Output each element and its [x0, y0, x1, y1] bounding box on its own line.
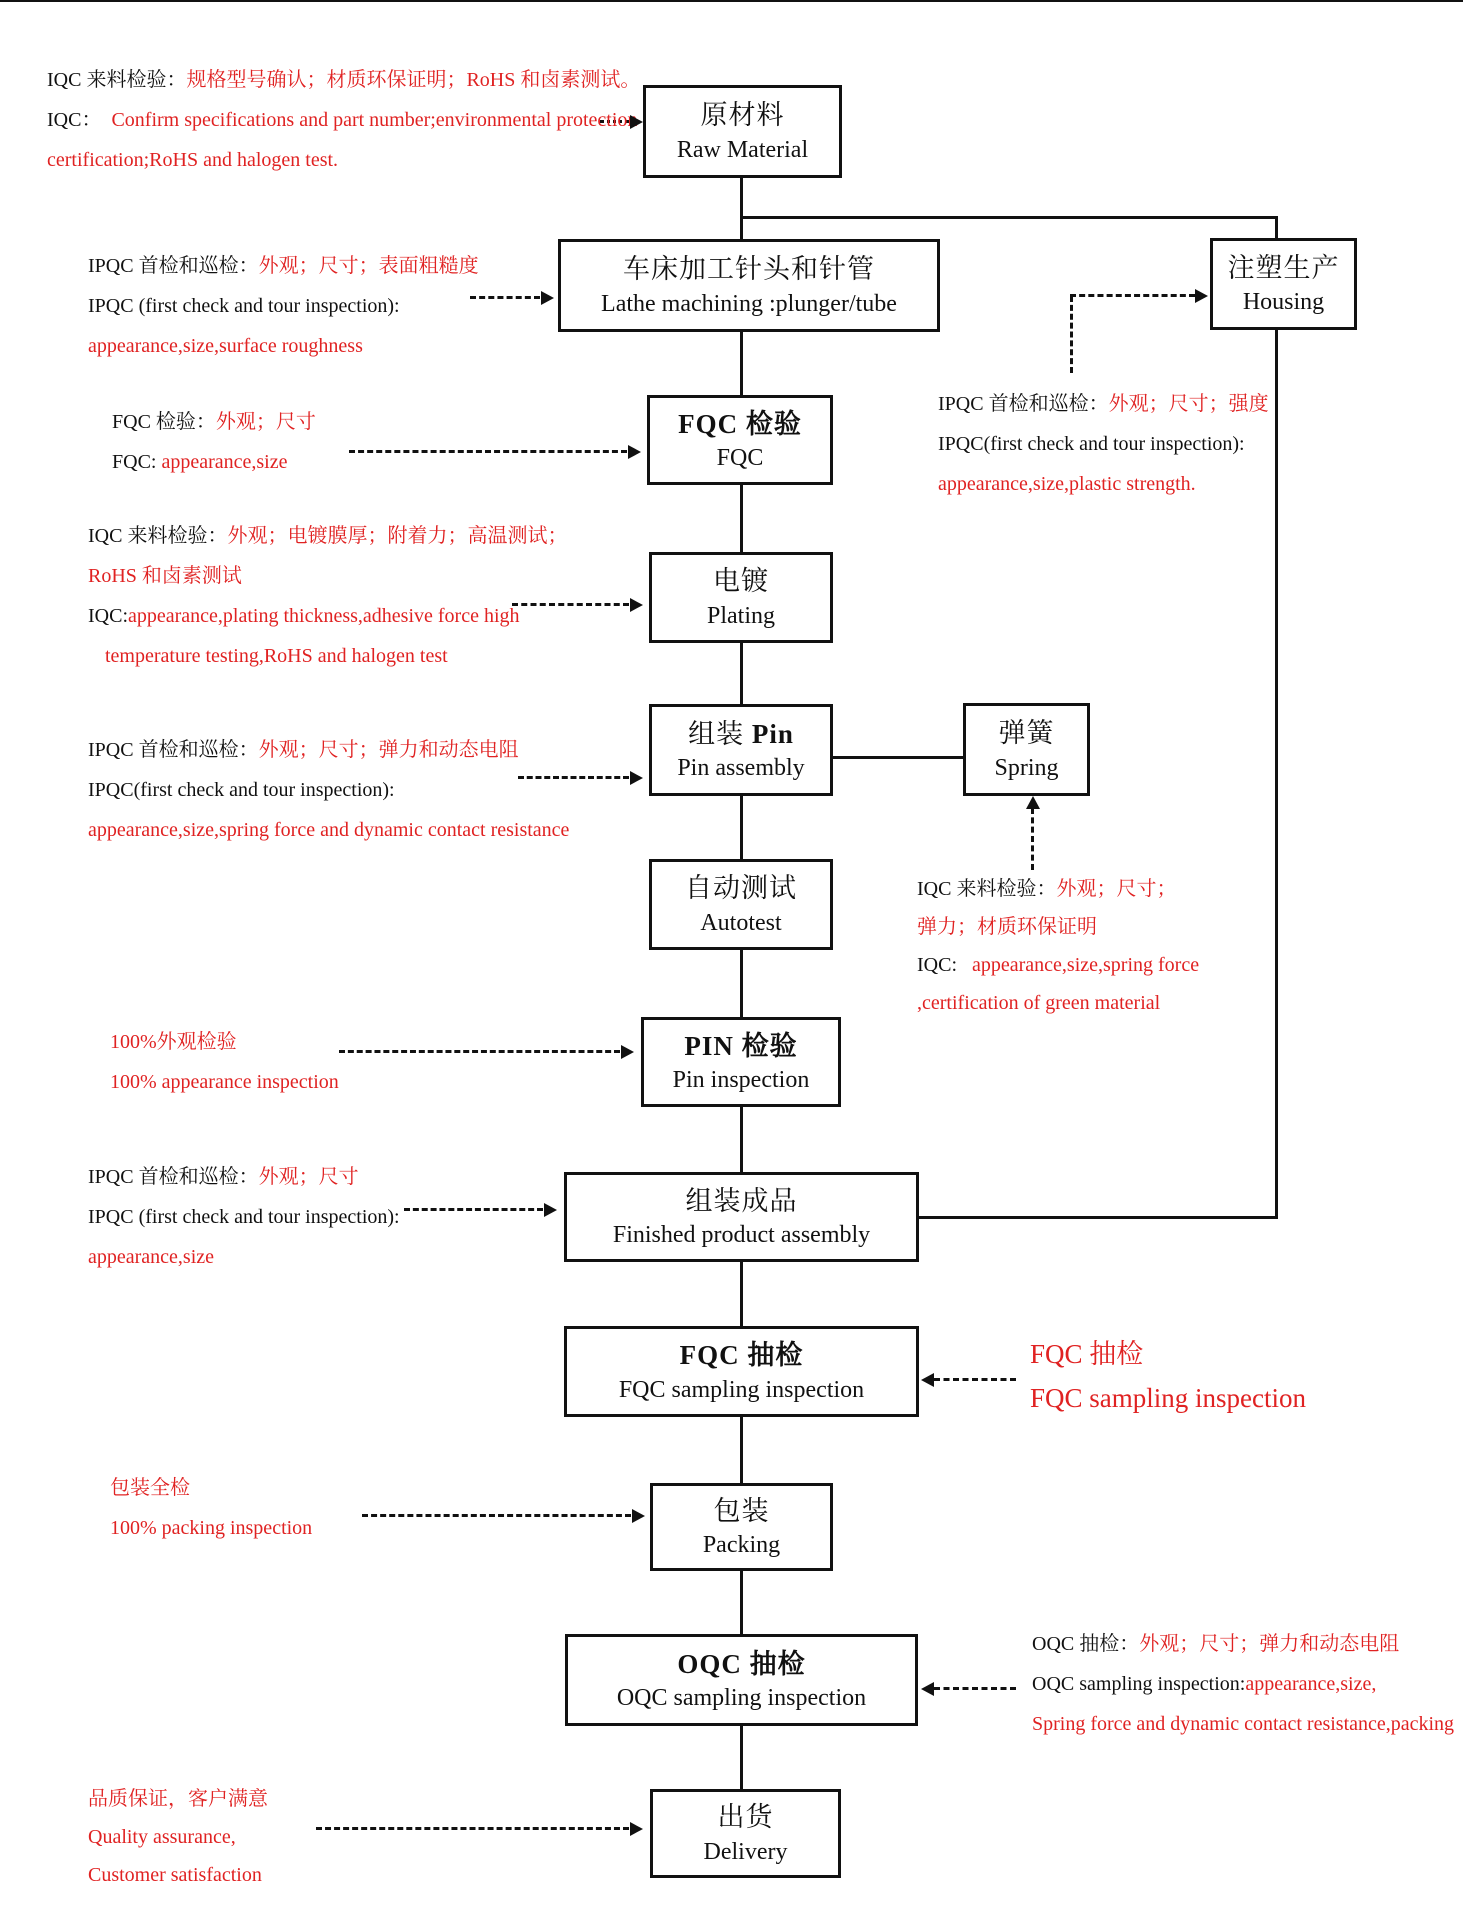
note-line: certification;RoHS and halogen test.: [47, 149, 339, 171]
note-line: OQC sampling inspection:appearance,size,: [1032, 1673, 1377, 1695]
note-line: IPQC(first check and tour inspection):: [88, 779, 395, 801]
arrow-delivery-head: [630, 1822, 643, 1836]
box-fqc-sampling-zh: FQC 抽检: [679, 1340, 804, 1371]
note-ipqc-lathe: [88, 246, 479, 366]
note-line: IPQC 首检和巡检：外观；尺寸: [88, 1166, 359, 1188]
box-raw-material: [643, 85, 842, 178]
arrow-housing-dash-v: [1070, 296, 1073, 373]
arrow-lathe-dash: [470, 296, 540, 299]
note-line: IQC 来料检验：外观；尺寸；: [917, 878, 1177, 900]
box-pin-assembly: [649, 704, 833, 796]
note-line: IPQC (first check and tour inspection):: [88, 295, 400, 317]
note-line: IQC 来料检验：外观；电镀膜厚；附着力；高温测试；: [88, 525, 568, 547]
connector-packing-oqc: [740, 1571, 743, 1634]
connector-housing-down: [1275, 328, 1278, 1219]
box-fqc-zh: FQC 检验: [678, 408, 802, 439]
box-fqc: [647, 395, 833, 485]
arrow-housing-dash-h: [1070, 294, 1195, 297]
note-line: OQC 抽检：外观；尺寸；弹力和动态电阻: [1032, 1633, 1400, 1655]
arrow-lathe-head: [541, 291, 554, 305]
arrow-raw-material-head: [630, 115, 643, 129]
arrow-fqc-sampling-dash: [934, 1378, 1016, 1381]
arrow-spring-dash-v: [1031, 808, 1034, 870]
arrow-oqc-head: [921, 1682, 934, 1696]
note-line: 包装全检: [110, 1477, 190, 1499]
arrow-pin-assembly-head: [630, 771, 643, 785]
box-packing-zh: 包装: [713, 1495, 770, 1526]
box-fqc-en: FQC: [716, 445, 764, 472]
connector-branch-housing-v: [1275, 216, 1278, 240]
box-pin-assembly-zh: 组装 Pin: [688, 718, 794, 749]
note-line: IPQC (first check and tour inspection):: [88, 1206, 400, 1228]
connector-plating-pin: [740, 643, 743, 704]
note-line: IQC： Confirm specifications and part number;environmental protection: [47, 109, 638, 131]
note-line: IQC: appearance,size,spring force: [917, 954, 1200, 976]
note-line: appearance,size: [88, 1246, 215, 1268]
box-housing-en: Housing: [1242, 289, 1325, 316]
arrow-finished-dash: [404, 1208, 543, 1211]
box-pin-inspection-zh: PIN 检验: [684, 1030, 798, 1061]
connector-spring-pin: [833, 756, 963, 759]
connector-pin-autotest: [740, 796, 743, 859]
box-lathe-zh: 车床加工针头和针管: [623, 254, 875, 285]
note-line: appearance,size,plastic strength.: [938, 473, 1196, 495]
box-delivery: [650, 1789, 841, 1878]
connector-pininsp-finished: [740, 1107, 743, 1172]
note-line: Customer satisfaction: [88, 1864, 262, 1886]
box-oqc-sampling: [565, 1634, 918, 1726]
arrow-pin-inspection-head: [621, 1045, 634, 1059]
box-spring-zh: 弹簧: [998, 718, 1055, 749]
box-pin-inspection-en: Pin inspection: [672, 1067, 810, 1094]
arrow-housing-head: [1195, 289, 1208, 303]
arrow-delivery-dash: [316, 1827, 629, 1830]
note-line: Spring force and dynamic contact resistance,packing: [1032, 1713, 1455, 1735]
note-fqc-sampling: [1030, 1332, 1306, 1420]
connector-raw-lathe: [740, 178, 743, 239]
box-lathe-en: Lathe machining :plunger/tube: [601, 290, 897, 317]
arrow-pin-inspection-dash: [339, 1050, 620, 1053]
note-line: IPQC 首检和巡检：外观；尺寸；表面粗糙度: [88, 255, 479, 277]
box-autotest-en: Autotest: [700, 909, 782, 936]
box-spring: [963, 703, 1090, 796]
box-plating: [649, 552, 833, 643]
note-oqc-sampling: [1032, 1624, 1454, 1744]
connector-fqcsamp-packing: [740, 1417, 743, 1483]
arrow-oqc-dash: [934, 1687, 1016, 1690]
note-iqc-plating: [88, 516, 567, 676]
box-delivery-zh: 出货: [717, 1802, 774, 1833]
note-line: IPQC(first check and tour inspection):: [938, 433, 1245, 455]
note-line: 100%外观检验: [110, 1031, 237, 1053]
note-line: appearance,size,spring force and dynamic contact resistance: [88, 819, 570, 841]
note-100-packing: [110, 1468, 312, 1548]
box-raw-material-en: Raw Material: [676, 136, 809, 163]
note-line: FQC 抽检: [1030, 1339, 1144, 1369]
arrow-fqc-sampling-head: [921, 1373, 934, 1387]
box-oqc-sampling-en: OQC sampling inspection: [616, 1685, 867, 1712]
note-line: appearance,size,surface roughness: [88, 335, 363, 357]
arrow-plating-head: [630, 598, 643, 612]
box-lathe: [558, 239, 940, 332]
note-iqc-raw-material: [47, 60, 640, 180]
connector-autotest-pininsp: [740, 950, 743, 1017]
box-pin-assembly-en: Pin assembly: [677, 755, 805, 782]
note-line: IQC 来料检验：规格型号确认；材质环保证明；RoHS 和卤素测试。: [47, 69, 641, 91]
connector-finished-fqcsamp: [740, 1262, 743, 1326]
arrow-packing-dash: [362, 1514, 631, 1517]
connector-lathe-fqc: [740, 332, 743, 395]
note-ipqc-finished: [88, 1157, 400, 1277]
box-housing-zh: 注塑生产: [1227, 252, 1340, 283]
box-oqc-sampling-zh: OQC 抽检: [677, 1648, 806, 1679]
box-finished-assembly: [564, 1172, 919, 1262]
arrow-fqc-dash: [349, 450, 627, 453]
box-plating-zh: 电镀: [713, 566, 769, 597]
box-finished-assembly-en: Finished product assembly: [612, 1222, 871, 1249]
box-delivery-en: Delivery: [703, 1838, 788, 1865]
note-line: IQC:appearance,plating thickness,adhesive force high: [88, 605, 520, 627]
box-spring-en: Spring: [994, 754, 1059, 781]
arrow-packing-head: [632, 1509, 645, 1523]
box-fqc-sampling: [564, 1326, 919, 1417]
note-line: FQC 检验：外观；尺寸: [112, 411, 316, 433]
note-line: ,certification of green material: [917, 992, 1161, 1014]
note-line: IPQC 首检和巡检：外观；尺寸；弹力和动态电阻: [88, 739, 519, 761]
arrow-finished-head: [544, 1203, 557, 1217]
note-line: 100% packing inspection: [110, 1517, 313, 1539]
note-line: Quality assurance,: [88, 1826, 236, 1848]
note-line: IPQC 首检和巡检：外观；尺寸；强度: [938, 393, 1269, 415]
box-autotest: [649, 859, 833, 950]
divider-line: [0, 0, 1463, 2]
connector-oqc-delivery: [740, 1726, 743, 1789]
note-line: 弹力；材质环保证明: [917, 916, 1097, 938]
box-finished-assembly-zh: 组装成品: [685, 1185, 798, 1216]
box-raw-material-zh: 原材料: [700, 100, 785, 131]
box-autotest-zh: 自动测试: [685, 873, 797, 904]
box-packing: [650, 1483, 833, 1571]
arrow-spring-head: [1026, 796, 1040, 809]
note-fqc-check: [112, 402, 316, 482]
note-iqc-spring: [917, 870, 1199, 1022]
note-line: RoHS 和卤素测试: [88, 565, 242, 587]
box-housing: [1210, 238, 1357, 330]
box-pin-inspection: [641, 1017, 841, 1107]
box-plating-en: Plating: [706, 602, 775, 629]
box-fqc-sampling-en: FQC sampling inspection: [618, 1376, 865, 1403]
note-ipqc-pin-assembly: [88, 730, 569, 850]
note-line: 100% appearance inspection: [110, 1071, 339, 1093]
note-line: FQC: appearance,size: [112, 451, 288, 473]
arrow-fqc-head: [628, 445, 641, 459]
connector-branch-housing-h: [741, 216, 1278, 219]
connector-housing-finished: [919, 1216, 1278, 1219]
note-line: temperature testing,RoHS and halogen test: [100, 645, 448, 667]
note-line: FQC sampling inspection: [1030, 1383, 1306, 1413]
note-100-appearance: [110, 1022, 339, 1102]
note-quality-assurance: [88, 1780, 268, 1894]
box-packing-en: Packing: [702, 1532, 781, 1559]
note-line: 品质保证，客户满意: [88, 1788, 268, 1810]
note-ipqc-housing: [938, 384, 1269, 504]
connector-fqc-plating: [740, 485, 743, 552]
